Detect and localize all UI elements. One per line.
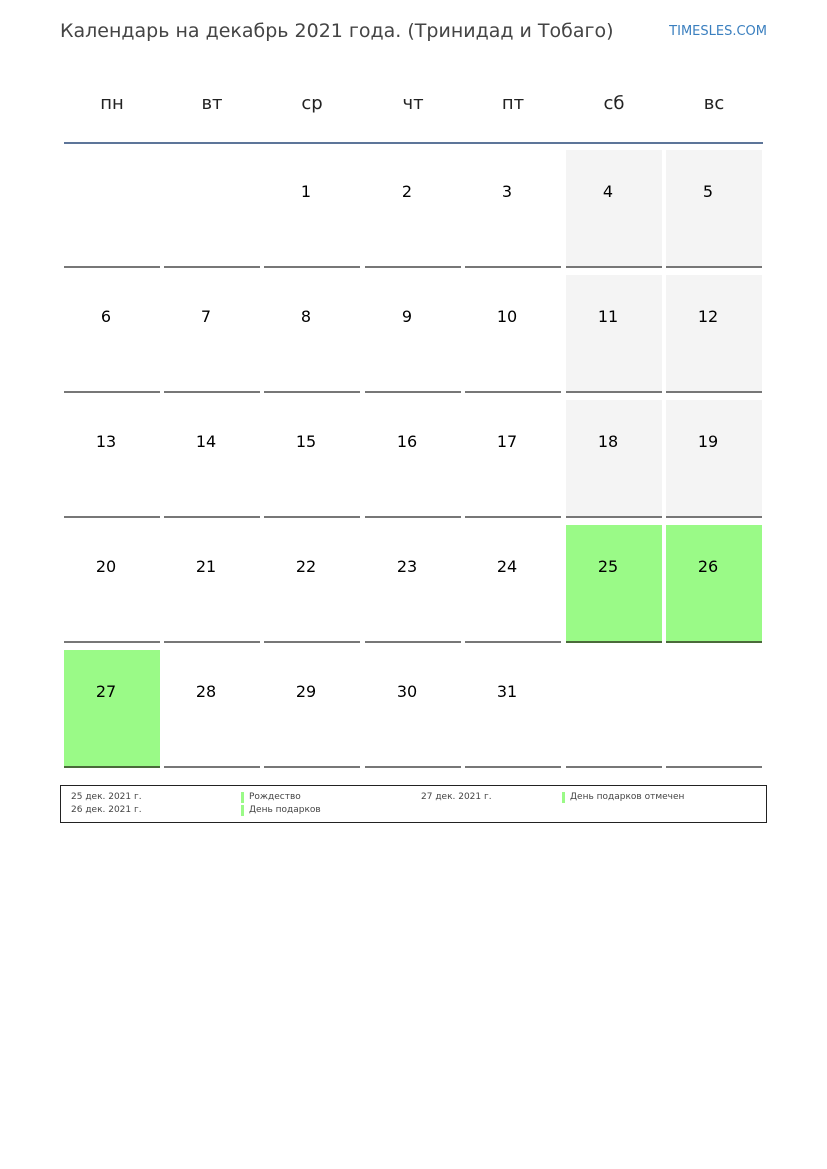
legend-holiday-name: Рождество <box>249 792 301 802</box>
day-cell[interactable] <box>164 275 260 393</box>
day-number: 19 <box>697 432 719 451</box>
cell-bottom-line <box>365 766 461 768</box>
cell-bottom-line <box>264 766 360 768</box>
day-cell[interactable] <box>264 525 360 643</box>
site-link[interactable]: TIMESLES.COM <box>669 24 767 39</box>
day-cell[interactable] <box>566 275 662 393</box>
weekday-wed: ср <box>301 93 323 114</box>
cell-bottom-line <box>465 516 561 518</box>
cell-bottom-line <box>566 516 662 518</box>
day-cell[interactable] <box>666 400 762 518</box>
weekday-tue: вт <box>201 93 223 114</box>
cell-bottom-line <box>365 266 461 268</box>
cell-bottom-line <box>666 641 762 643</box>
cell-bottom-line <box>465 391 561 393</box>
cell-bottom-line <box>365 516 461 518</box>
holiday-legend <box>60 785 767 823</box>
day-cell[interactable] <box>666 150 762 268</box>
day-cell[interactable] <box>365 400 461 518</box>
legend-holiday-name: День подарков <box>249 805 321 815</box>
cell-bottom-line <box>64 516 160 518</box>
day-number: 31 <box>496 682 518 701</box>
day-cell <box>666 650 762 768</box>
day-number: 25 <box>597 557 619 576</box>
day-number: 17 <box>496 432 518 451</box>
cell-bottom-line <box>264 641 360 643</box>
day-cell[interactable] <box>164 650 260 768</box>
cell-bottom-line <box>666 391 762 393</box>
cell-bottom-line <box>164 266 260 268</box>
cell-bottom-line <box>365 391 461 393</box>
day-number: 3 <box>501 182 513 201</box>
day-cell[interactable] <box>64 275 160 393</box>
day-cell[interactable] <box>465 400 561 518</box>
day-cell[interactable] <box>164 400 260 518</box>
day-cell[interactable] <box>365 150 461 268</box>
weekday-sat: сб <box>603 93 625 114</box>
day-cell[interactable] <box>64 400 160 518</box>
day-number: 20 <box>95 557 117 576</box>
day-number: 8 <box>300 307 312 326</box>
cell-bottom-line <box>64 641 160 643</box>
day-number: 10 <box>496 307 518 326</box>
legend-date: 25 дек. 2021 г. <box>71 792 142 802</box>
cell-bottom-line <box>164 641 260 643</box>
day-cell[interactable] <box>465 650 561 768</box>
cell-bottom-line <box>666 516 762 518</box>
cell-bottom-line <box>566 266 662 268</box>
day-cell[interactable] <box>365 275 461 393</box>
legend-color-marker <box>241 805 244 816</box>
cell-bottom-line <box>465 641 561 643</box>
day-number: 29 <box>295 682 317 701</box>
day-number: 23 <box>396 557 418 576</box>
cell-bottom-line <box>666 766 762 768</box>
day-number: 7 <box>200 307 212 326</box>
day-cell[interactable] <box>264 275 360 393</box>
day-cell[interactable] <box>566 150 662 268</box>
cell-bottom-line <box>164 391 260 393</box>
day-cell <box>64 150 160 268</box>
day-cell[interactable] <box>264 650 360 768</box>
header-divider <box>64 142 763 144</box>
day-number: 28 <box>195 682 217 701</box>
day-number: 18 <box>597 432 619 451</box>
cell-bottom-line <box>264 516 360 518</box>
page-title: Календарь на декабрь 2021 года. (Тринидад и Тобаго) <box>60 20 614 42</box>
day-cell[interactable] <box>465 150 561 268</box>
day-number: 1 <box>300 182 312 201</box>
day-number: 14 <box>195 432 217 451</box>
day-cell[interactable] <box>365 650 461 768</box>
weekday-thu: чт <box>402 93 424 114</box>
day-number: 13 <box>95 432 117 451</box>
day-number: 12 <box>697 307 719 326</box>
day-cell[interactable] <box>566 400 662 518</box>
cell-bottom-line <box>465 266 561 268</box>
day-cell[interactable] <box>264 150 360 268</box>
day-number: 22 <box>295 557 317 576</box>
day-cell[interactable] <box>666 525 762 643</box>
day-number: 11 <box>597 307 619 326</box>
day-cell[interactable] <box>566 525 662 643</box>
cell-bottom-line <box>365 641 461 643</box>
day-number: 6 <box>100 307 112 326</box>
cell-bottom-line <box>666 266 762 268</box>
day-number: 15 <box>295 432 317 451</box>
day-number: 21 <box>195 557 217 576</box>
day-number: 27 <box>95 682 117 701</box>
legend-holiday-name: День подарков отмечен <box>570 792 685 802</box>
cell-bottom-line <box>64 391 160 393</box>
legend-color-marker <box>562 792 565 803</box>
cell-bottom-line <box>264 391 360 393</box>
cell-bottom-line <box>465 766 561 768</box>
day-cell <box>164 150 260 268</box>
weekday-sun: вс <box>703 93 725 114</box>
day-number: 16 <box>396 432 418 451</box>
day-number: 5 <box>702 182 714 201</box>
weekday-header <box>64 80 763 142</box>
cell-bottom-line <box>566 641 662 643</box>
day-cell[interactable] <box>465 275 561 393</box>
weekday-fri: пт <box>501 93 525 114</box>
day-cell[interactable] <box>164 525 260 643</box>
legend-date: 26 дек. 2021 г. <box>71 805 142 815</box>
day-cell[interactable] <box>666 275 762 393</box>
cell-bottom-line <box>64 766 160 768</box>
cell-bottom-line <box>264 266 360 268</box>
day-cell[interactable] <box>64 525 160 643</box>
day-number: 26 <box>697 557 719 576</box>
day-number: 9 <box>401 307 413 326</box>
cell-bottom-line <box>64 266 160 268</box>
day-number: 30 <box>396 682 418 701</box>
cell-bottom-line <box>566 391 662 393</box>
cell-bottom-line <box>164 516 260 518</box>
legend-color-marker <box>241 792 244 803</box>
cell-bottom-line <box>566 766 662 768</box>
day-number: 2 <box>401 182 413 201</box>
legend-date: 27 дек. 2021 г. <box>421 792 492 802</box>
weekday-mon: пн <box>100 93 124 114</box>
day-cell[interactable] <box>365 525 461 643</box>
day-cell[interactable] <box>264 400 360 518</box>
day-cell <box>566 650 662 768</box>
day-cell[interactable] <box>465 525 561 643</box>
calendar-grid <box>64 80 763 701</box>
cell-bottom-line <box>164 766 260 768</box>
day-number: 4 <box>602 182 614 201</box>
day-cell[interactable] <box>64 650 160 768</box>
day-number: 24 <box>496 557 518 576</box>
